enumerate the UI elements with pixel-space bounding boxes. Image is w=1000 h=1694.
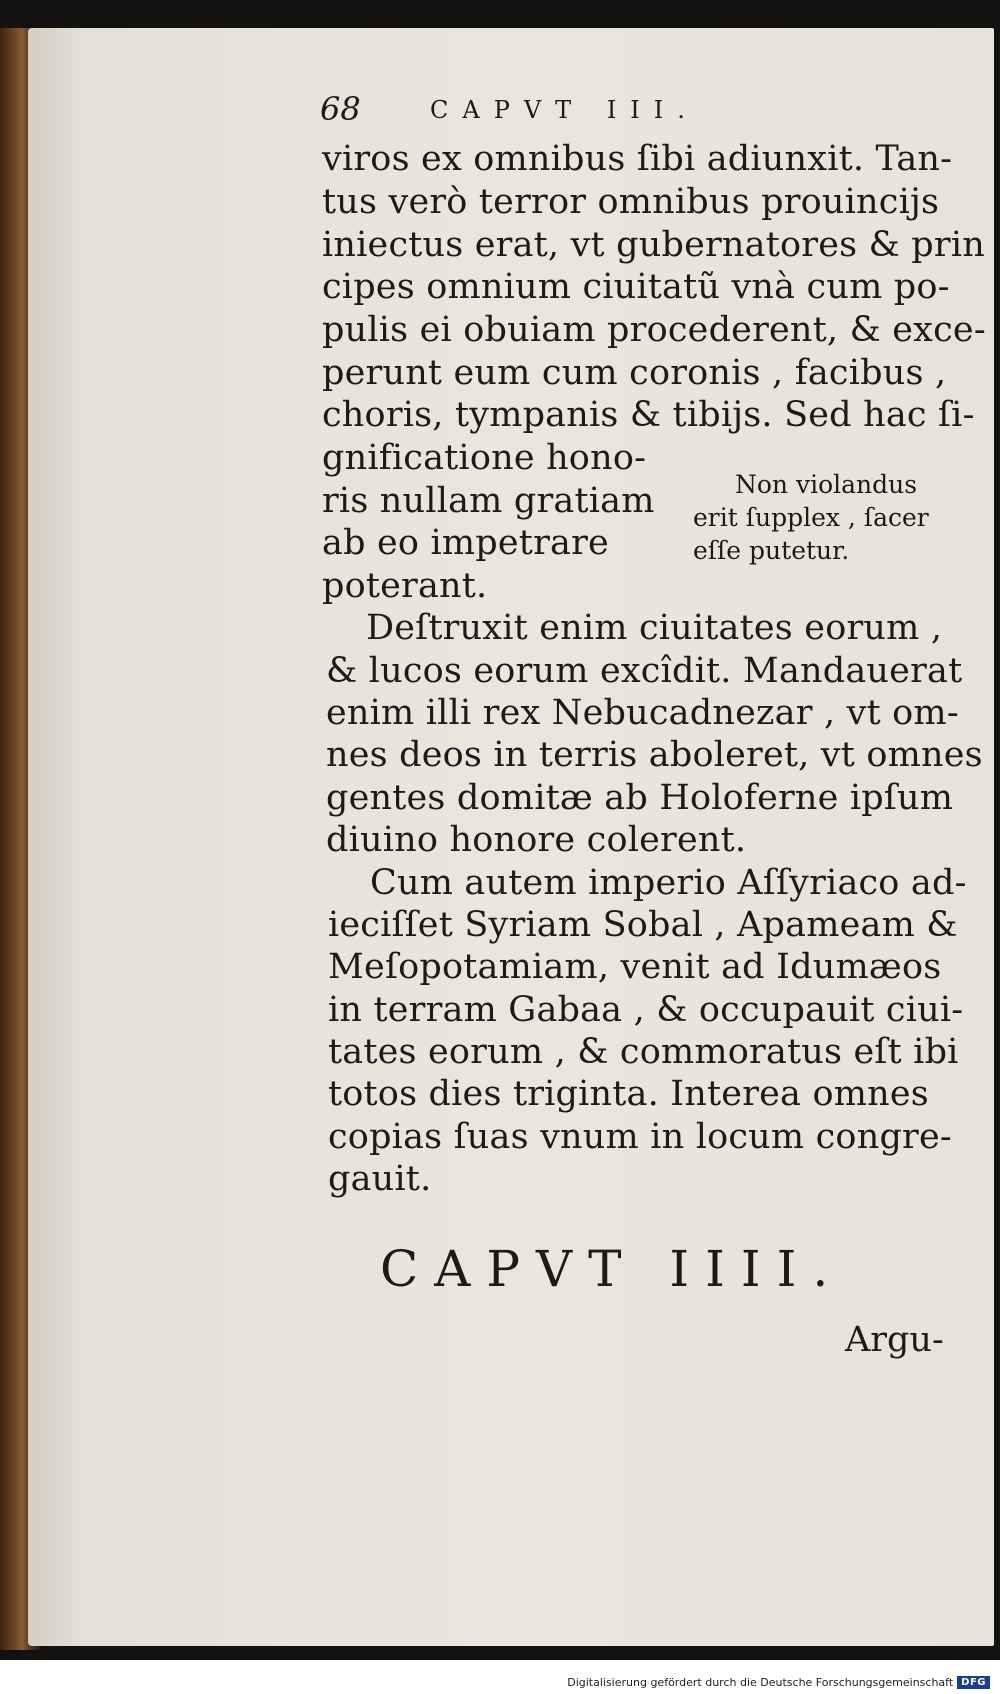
margin-note-line: erit ſupplex , ſacer bbox=[693, 503, 929, 532]
text-line: poterant. bbox=[322, 566, 488, 606]
running-title: CAPVT III. bbox=[430, 96, 699, 124]
margin-note-line: eſſe putetur. bbox=[693, 536, 850, 565]
text-line: Deſtruxit enim ciuitates eorum , bbox=[366, 608, 943, 648]
text-line: pulis ei obuiam procederent, & exce- bbox=[322, 310, 986, 350]
text-line: choris, tympanis & tibijs. Sed hac ſi- bbox=[322, 395, 975, 435]
chapter-heading: CAPVT IIII. bbox=[380, 1240, 845, 1298]
text-line: ieciſſet Syriam Sobal , Apameam & bbox=[328, 905, 958, 945]
catchword: Argu- bbox=[845, 1320, 944, 1360]
text-line: gauit. bbox=[328, 1159, 432, 1199]
text-line: ris nullam gratiam bbox=[322, 481, 655, 521]
digitization-credit bbox=[567, 1676, 990, 1689]
text-line: enim illi rex Nebucadnezar , vt om- bbox=[326, 693, 959, 733]
text-line: viros ex omnibus ſibi adiunxit. Tan- bbox=[322, 139, 953, 179]
text-line: iniectus erat, vt gubernatores & prin bbox=[322, 225, 985, 265]
text-line: nes deos in terris aboleret, vt omnes bbox=[326, 735, 983, 775]
text-line: in terram Gabaa , & occupauit ciui- bbox=[328, 990, 964, 1030]
text-line: gentes domitæ ab Holoferne ipſum bbox=[326, 778, 954, 818]
text-line: ab eo impetrare bbox=[322, 523, 609, 563]
text-line: totos dies triginta. Interea omnes bbox=[328, 1074, 929, 1114]
dfg-logo: DFG bbox=[957, 1676, 990, 1689]
page-number: 68 bbox=[320, 90, 361, 128]
text-line: cipes omnium ciuitatũ vnà cum po- bbox=[322, 267, 950, 307]
text-line: & lucos eorum excîdit. Mandauerat bbox=[326, 651, 963, 691]
text-line: tus verò terror omnibus prouincijs bbox=[322, 182, 940, 222]
text-line: gnificatione hono- bbox=[322, 438, 647, 478]
text-line: Meſopotamiam, venit ad Idumæos bbox=[328, 947, 942, 987]
text-line: copias ſuas vnum in locum congre- bbox=[328, 1117, 952, 1157]
text-line: diuino honore colerent. bbox=[326, 820, 747, 860]
credit-text: Digitalisierung gefördert durch die Deutsche Forschungsgemeinschaft bbox=[567, 1676, 954, 1689]
text-line: Cum autem imperio Aſſyriaco ad- bbox=[370, 863, 967, 903]
text-line: tates eorum , & commoratus eſt ibi bbox=[328, 1032, 959, 1072]
running-head bbox=[320, 90, 880, 132]
text-line: perunt eum cum coronis , facibus , bbox=[322, 353, 947, 393]
margin-note-line: Non violandus bbox=[735, 470, 918, 499]
